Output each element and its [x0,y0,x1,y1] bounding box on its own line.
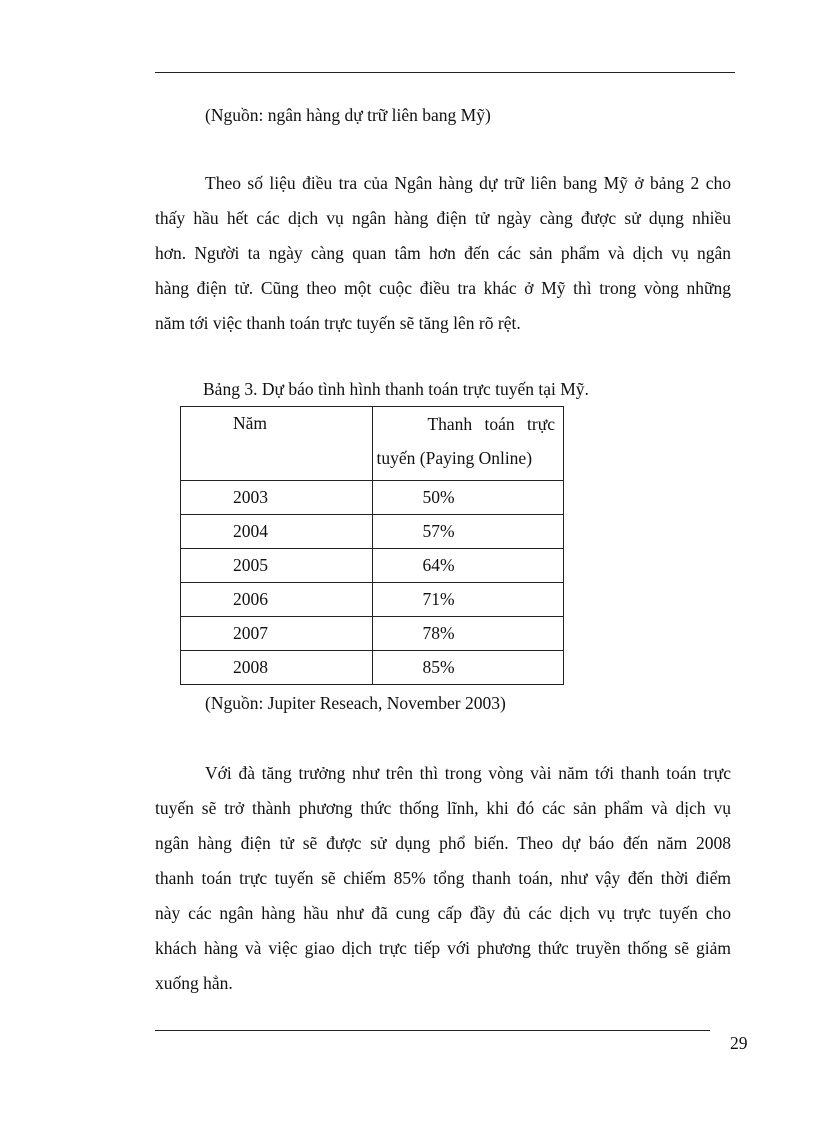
table-row [181,481,564,515]
paragraph-1-line-5: năm tới việc thanh toán trực tuyến sẽ tăng lên rõ rệt. [155,313,521,333]
value-cell: 85% [372,651,564,685]
year-cell: 2004 [181,515,373,549]
source-note-table: (Nguồn: Jupiter Reseach, November 2003) [205,693,506,713]
value-cell: 64% [372,549,564,583]
forecast-table [180,406,564,685]
year-cell: 2008 [181,651,373,685]
paragraph-2-line-3: ngân hàng điện tử sẽ được sử dụng phổ biến. Theo dự báo đến năm 2008 [155,833,731,853]
page-number: 29 [730,1033,748,1053]
paragraph-2-line-7: xuống hẳn. [155,973,233,993]
year-cell: 2007 [181,617,373,651]
header-value-line-1: Thanh toán trực [427,414,555,434]
header-rule [155,72,735,73]
paragraph-1-line-4: hàng điện tử. Cũng theo một cuộc điều tra khác ở Mỹ thì trong vòng những [155,278,731,298]
value-cell: 71% [372,583,564,617]
paragraph-2-line-4: thanh toán trực tuyến sẽ chiếm 85% tổng thanh toán, như vậy đến thời điểm [155,868,731,888]
table-row [181,549,564,583]
table-row [181,651,564,685]
paragraph-2-line-2: tuyến sẽ trở thành phương thức thống lĩnh, khi đó các sản phẩm và dịch vụ [155,798,731,818]
header-year: Năm [233,413,268,433]
year-cell: 2005 [181,549,373,583]
paragraph-2-line-1: Với đà tăng trưởng như trên thì trong vòng vài năm tới thanh toán trực [205,763,731,783]
table-row [181,583,564,617]
year-cell: 2003 [181,481,373,515]
paragraph-2-line-6: khách hàng và việc giao dịch trực tiếp với phương thức truyền thống sẽ giảm [155,938,731,958]
source-note-top: (Nguồn: ngân hàng dự trữ liên bang Mỹ) [205,105,491,125]
footer-rule [155,1030,710,1031]
value-cell: 57% [372,515,564,549]
header-year-cell [181,407,373,481]
year-cell: 2006 [181,583,373,617]
table-row [181,617,564,651]
paragraph-1-line-3: hơn. Người ta ngày càng quan tâm hơn đến các sản phẩm và dịch vụ ngân [155,243,731,263]
table-header-row [181,407,564,481]
paragraph-1-line-2: thấy hầu hết các dịch vụ ngân hàng điện tử ngày càng được sử dụng nhiều [155,208,731,228]
paragraph-1-line-1: Theo số liệu điều tra của Ngân hàng dự trữ liên bang Mỹ ở bảng 2 cho [205,173,731,193]
value-cell: 50% [372,481,564,515]
paragraph-2-line-5: này các ngân hàng hầu như đã cung cấp đầy đủ các dịch vụ trực tuyến cho [155,903,731,923]
header-value-cell [372,407,564,481]
header-value-line-2: tuyến (Paying Online) [376,448,533,468]
value-cell: 78% [372,617,564,651]
table-caption: Bảng 3. Dự báo tình hình thanh toán trực tuyến tại Mỹ. [203,379,589,399]
table-row [181,515,564,549]
